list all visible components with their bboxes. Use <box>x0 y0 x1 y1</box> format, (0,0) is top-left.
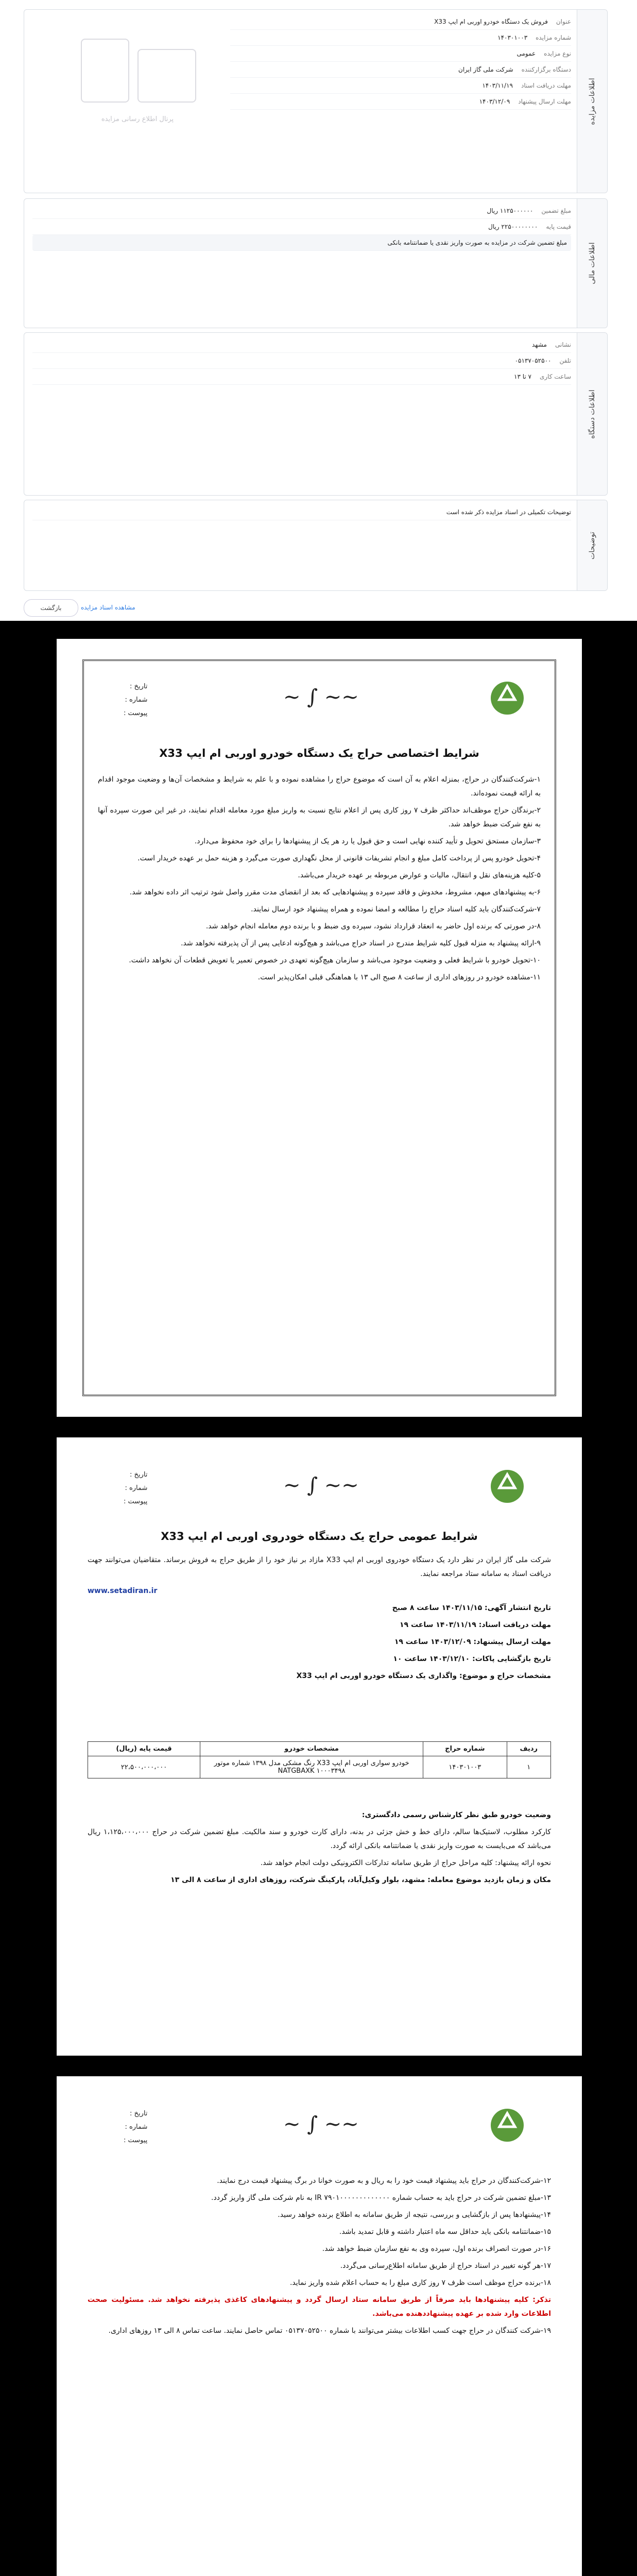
info-row: شماره مزایده ۱۴۰۳۰۱۰۰۳ <box>230 30 571 46</box>
table-row: ۱ ۱۴۰۳۰۱۰۰۳ خودرو سواری اوربی ام ایپ X33 رنگ مشکی مدل ۱۳۹۸ شماره موتور NATGBAXK ۱۰۰۰۳۴۹۸ ۲۲،۵۰۰،۰۰۰،۰۰۰ <box>88 1756 551 1778</box>
document-body: ۱-شرکت‌کنندگان در حراج، بمنزله اعلام به آن است که موضوع حراج را مشاهده نموده و با علم به شرایط و مشخصات آن‌ها و وضعیت موجود اقدام به ارائه قیمت نموده‌اند. ۲-برندگان حراج موظف‌اند حداکثر ظرف ۷ روز کاری پس از اعلام نتایج نسبت به واریز مبلغ مورد معامله اقدام نمایند، در غیر این صورت سپرده آنها به نفع شرکت ضبط خواهد شد. ۳-سازمان مستحق تحویل و تأیید کننده نهایی است و حق قبول یا رد هر یک از پیشنهادها را برای خود محفوظ می‌دارد. ۴-تحویل خودرو پس از پرداخت کامل مبلغ و انجام تشریفات قانونی از محل نگهداری صورت می‌گیرد و هزینه حمل بر عهده خریدار است. ۵-کلیه هزینه‌های نقل و انتقال، مالیات و عوارض مربوطه بر عهده خریدار می‌باشد. ۶-به پیشنهادهای مبهم، مشروط، مخدوش و فاقد سپرده و پیشنهادهایی که بعد از انقضای مدت مقرر واصل شود ترتیب اثر داده نخواهد شد. ۷-شرکت‌کنندگان باید کلیه اسناد حراج را مطالعه و امضا نموده و همراه پیشنهاد خود ارسال نمایند. ۸-در صورتی که برنده اول حاضر به انعقاد قرارداد نشود، سپرده وی ضبط و با برنده دوم معامله انجام خواهد شد. ۹-ارائه پیشنهاد به منزله قبول کلیه شرایط مندرج در اسناد حراج می‌باشد و هیچ‌گونه ادعایی پس از آن پذیرفته نخواهد شد. ۱۰-تحویل خودرو با شرایط فعلی و وضعیت موجود می‌باشد و سازمان هیچ‌گونه تعهدی در خصوص تعمیر یا تعویض قطعات آن نخواهد داشت. ۱۱-مشاهده خودرو در روزهای اداری از ساعت ۸ صبح الی ۱۳ با هماهنگی قبلی امکان‌پذیر است. <box>98 775 541 981</box>
document-page-2 <box>57 1437 582 2056</box>
brand-signature-icon: ~~ ∫ ~ <box>283 685 359 709</box>
section-label: اطلاعات مالی <box>588 242 596 284</box>
section-label: توضیحات <box>588 531 596 560</box>
document-conditions: وضعیت خودرو طبق نظر کارشناس رسمی دادگستری: کارکرد مطلوب، لاستیک‌ها سالم، دارای خط و خش جزئی در بدنه، دارای کارت خودرو و سند مالکیت. مبلغ تضمین شرکت در حراج ۱،۱۲۵،۰۰۰،۰۰۰ ریال می‌باشد که می‌بایست به صورت واریز نقدی یا ضمانتنامه بانکی ارائه گردد. نحوه ارائه پیشنهاد: کلیه مراحل حراج از طریق سامانه تدارکات الکترونیکی دولت انجام خواهد شد. مکان و زمان بازدید موضوع معامله: مشهد، بلوار وکیل‌آباد، پارکینگ شرکت، روزهای اداری از ساعت ۸ الی ۱۳ <box>88 1811 551 1884</box>
recycle-logo-icon <box>489 2107 525 2143</box>
device-row: ساعت کاری ۷ تا ۱۳ <box>32 369 571 385</box>
setad-site-link[interactable]: www.setadiran.ir <box>88 1587 158 1595</box>
auction-info-panel <box>0 0 637 621</box>
info-row: نوع مزایده عمومی <box>230 46 571 62</box>
section-label: اطلاعات دستگاه <box>588 389 596 439</box>
device-row: نشانی مشهد <box>32 337 571 353</box>
logo-caption: پرتال اطلاع رسانی مزایده <box>101 115 174 123</box>
card-description <box>24 500 608 591</box>
letter-header: تاریخ : شماره : پیوست : <box>124 683 148 717</box>
finance-row: مبلغ تضمین ۱۱۲۵۰۰۰۰۰۰ ریال <box>32 203 571 219</box>
recycle-logo-icon <box>489 680 525 716</box>
view-documents-link[interactable]: مشاهده اسناد مزایده <box>81 604 135 611</box>
section-label: اطلاعات مزایده <box>588 77 596 125</box>
info-row: دستگاه برگزارکننده شرکت ملی گاز ایران <box>230 62 571 78</box>
date-row: مهلت ارسال پیشنهاد ۱۴۰۳/۱۲/۰۹ <box>230 94 571 110</box>
document-page-3 <box>57 2076 582 2576</box>
document-title: شرایط اختصاصی حراج یک دستگاه خودرو اوربی ام ایپ X33 <box>159 747 479 759</box>
date-row: مهلت دریافت اسناد ۱۴۰۳/۱۱/۱۹ <box>230 78 571 94</box>
brand-signature-icon: ~~ ∫ ~ <box>283 2112 359 2136</box>
portal-logo <box>60 33 215 126</box>
table-header-row: ردیف شماره حراج مشخصات خودرو قیمت پایه (ریال) <box>88 1742 551 1756</box>
description-text: توضیحات تکمیلی در اسناد مزایده ذکر شده است <box>32 504 571 520</box>
brand-signature-icon: ~~ ∫ ~ <box>283 1473 359 1497</box>
card-finance <box>24 198 608 328</box>
finance-row: قیمت پایه ۲۲۵۰۰۰۰۰۰۰۰ ریال <box>32 219 571 235</box>
letter-header: تاریخ : شماره : پیوست : <box>124 1471 148 1505</box>
device-row: تلفن ۰۵۱۳۷۰۵۲۵۰۰ <box>32 353 571 369</box>
document-page-1 <box>57 639 582 1417</box>
warning-note: تذکر: کلیه پیشنهادها باید صرفاً از طریق سامانه ستاد ارسال گردد و پیشنهادهای کاغذی پذیرفته نخواهد شد. مسئولیت صحت اطلاعات وارد شده بر عهده پیشنهاددهنده می‌باشد. <box>88 2296 551 2318</box>
letter-header: تاریخ : شماره : پیوست : <box>124 2110 148 2144</box>
document-intro: شرکت ملی گاز ایران در نظر دارد یک دستگاه خودروی اوربی ام ایپ X33 مازاد بر نیاز خود را از طریق حراج به فروش برساند. متقاضیان می‌توانند جهت دریافت اسناد به سامانه ستاد مراجعه نمایند. www.setadiran.ir تاریخ انتشار آگهی: ۱۴۰۳/۱۱/۱۵ ساعت ۸ صبح مهلت دریافت اسناد: ۱۴۰۳/۱۱/۱۹ ساعت ۱۹ مهلت ارسال پیشنهاد: ۱۴۰۳/۱۲/۰۹ ساعت ۱۹ تاریخ بازگشایی پاکات: ۱۴۰۳/۱۲/۱۰ ساعت ۱۰ مشخصات حراج و موضوع: واگذاری یک دستگاه خودرو اوربی ام ایپ X33 <box>88 1556 551 1680</box>
document-body: ۱۲-شرکت‌کنندگان در حراج باید پیشنهاد قیمت خود را به ریال و به صورت خوانا در برگ پیشنهاد قیمت درج نمایند. ۱۳-مبلغ تضمین شرکت در حراج باید به حساب شماره IR ۷۹۰۱۰۰۰۰۰۰۰۰۰۰۰۰۰ به نام شرکت ملی گاز واریز گردد. ۱۴-پیشنهادها پس از بازگشایی و بررسی، نتیجه از طریق سامانه به اطلاع برنده خواهد رسید. ۱۵-ضمانتنامه بانکی باید حداقل سه ماه اعتبار داشته و قابل تمدید باشد. ۱۶-در صورت انصراف برنده اول، سپرده وی به نفع سازمان ضبط خواهد شد. ۱۷-هر گونه تغییر در اسناد حراج از طریق سامانه اطلاع‌رسانی می‌گردد. ۱۸-برنده حراج موظف است ظرف ۷ روز کاری مبلغ را به حساب اعلام شده واریز نماید. تذکر: کلیه پیشنهادها باید صرفاً از طریق سامانه ستاد ارسال گردد و پیشنهادهای کاغذی پذیرفته نخواهد شد. مسئولیت صحت اطلاعات وارد شده بر عهده پیشنهاددهنده می‌باشد. ۱۹-شرکت کنندگان در حراج جهت کسب اطلاعات بیشتر می‌توانند با شماره ۰۵۱۳۷۰۵۲۵۰۰ تماس حاصل نمایند. ساعت تماس ۸ الی ۱۳ روزهای اداری. <box>88 2177 551 2335</box>
back-button[interactable]: بازگشت <box>24 599 78 617</box>
card-auction-info <box>24 9 608 193</box>
document-title: شرایط عمومی حراج یک دستگاه خودروی اوربی ام ایپ X33 <box>161 1530 478 1543</box>
info-row: عنوان فروش یک دستگاه خودرو اوربی ام ایپ X33 <box>230 14 571 30</box>
notice-row: مبلغ تضمین شرکت در مزایده به صورت واریز نقدی یا ضمانتنامه بانکی <box>32 235 571 251</box>
recycle-logo-icon <box>489 1468 525 1504</box>
card-device <box>24 332 608 496</box>
spec-table <box>88 1741 551 1778</box>
